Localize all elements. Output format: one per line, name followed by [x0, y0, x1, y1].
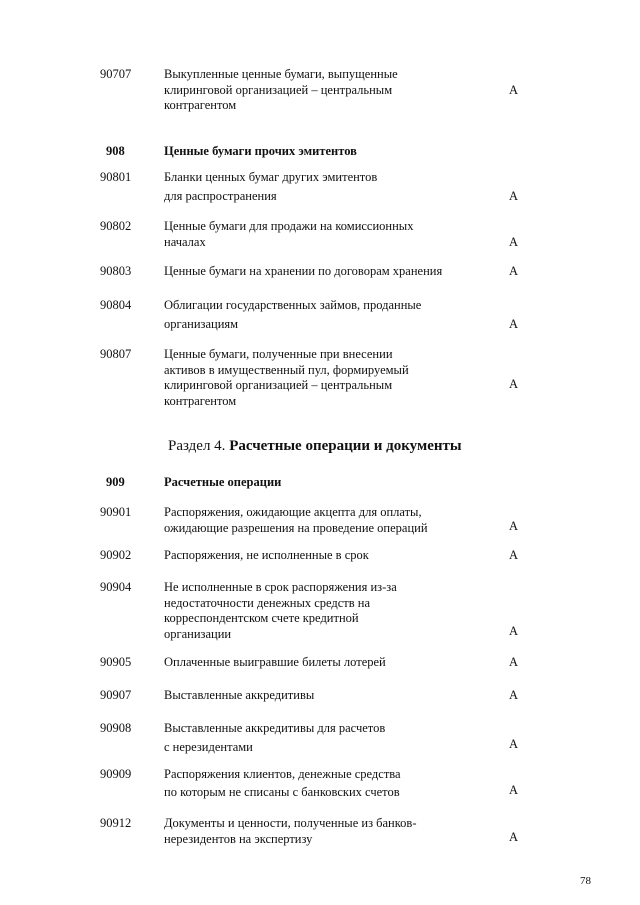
account-type: А [509, 688, 519, 702]
account-name: Ценные бумаги на хранении по договорам хранения [164, 264, 443, 278]
account-code: 90807 [100, 347, 132, 361]
account-code: 90912 [100, 816, 132, 830]
account-name: Облигации государственных займов, проданные организациям [164, 298, 422, 331]
account-code: 90908 [100, 721, 132, 735]
account-name: Бланки ценных бумаг других эмитентов для распространения [164, 170, 378, 203]
account-code: 90907 [100, 688, 132, 702]
account-name: Оплаченные выигравшие билеты лотерей [164, 655, 386, 669]
account-type: А [509, 235, 519, 249]
account-code: 90801 [100, 170, 132, 184]
account-type: А [509, 624, 519, 638]
section-heading [168, 438, 462, 455]
account-name: Не исполненные в срок распоряжения из-за недостаточности денежных средств на корреспондентском счете кредитной организации [164, 580, 397, 641]
group-title: Ценные бумаги прочих эмитентов [164, 144, 357, 158]
account-code: 90909 [100, 767, 132, 781]
account-type: А [509, 83, 519, 97]
account-type: А [509, 548, 519, 562]
account-type: А [509, 519, 519, 533]
account-type: А [509, 737, 519, 751]
account-code: 90902 [100, 548, 132, 562]
account-code: 90905 [100, 655, 132, 669]
section-title: Расчетные операции и документы [229, 438, 462, 454]
group-code: 908 [106, 144, 125, 158]
group-code: 909 [106, 475, 125, 489]
account-type: А [509, 830, 519, 844]
account-code: 90901 [100, 505, 132, 519]
account-type: А [509, 189, 519, 203]
account-code: 90804 [100, 298, 132, 312]
account-type: А [509, 655, 519, 669]
account-type: А [509, 264, 519, 278]
account-code: 90904 [100, 580, 132, 594]
account-code: 90707 [100, 67, 132, 81]
account-name: Выставленные аккредитивы для расчетов с нерезидентами [164, 721, 386, 754]
section-prefix: Раздел 4. [168, 438, 226, 454]
account-type: А [509, 317, 519, 331]
account-name: Выставленные аккредитивы [164, 688, 315, 702]
account-name: Выкупленные ценные бумаги, выпущенные клиринговой организацией – центральным контрагентом [164, 67, 398, 112]
account-code: 90803 [100, 264, 132, 278]
account-name: Ценные бумаги для продажи на комиссионных началах [164, 219, 414, 249]
account-name: Распоряжения клиентов, денежные средства по которым не списаны с банковских счетов [164, 767, 401, 799]
account-name: Документы и ценности, полученные из банков- нерезидентов на экспертизу [164, 816, 417, 846]
account-name: Распоряжения, не исполненные в срок [164, 548, 369, 562]
group-title: Расчетные операции [164, 475, 282, 489]
account-name: Распоряжения, ожидающие акцепта для оплаты, ожидающие разрешения на проведение операций [164, 505, 428, 535]
page-number: 78 [580, 875, 591, 887]
account-type: А [509, 377, 519, 391]
account-name: Ценные бумаги, полученные при внесении активов в имущественный пул, формируемый клиринговой организацией – центральным контрагентом [164, 347, 409, 408]
account-type: А [509, 783, 519, 797]
account-code: 90802 [100, 219, 132, 233]
